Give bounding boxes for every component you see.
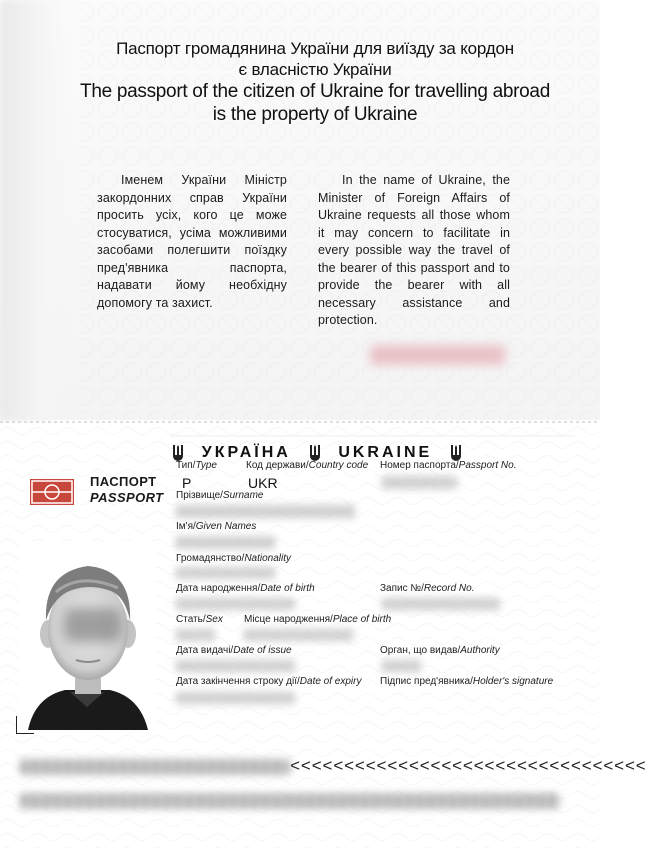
- redacted-sex: [176, 629, 216, 641]
- redacted-given-names: [176, 536, 276, 549]
- label-country-code: Код держави/Country code: [246, 460, 369, 471]
- document-title-ua: ПАСПОРТ: [90, 474, 157, 489]
- redacted-mrz-line-1: [20, 759, 290, 775]
- holder-photo: [20, 542, 155, 730]
- label-passport-no: Номер паспорта/Passport No.: [380, 460, 517, 471]
- label-surname: Прізвище/Surname: [176, 490, 264, 501]
- label-sex: Стать/Sex: [176, 614, 223, 625]
- mrz-filler: <<<<<<<<<<<<<<<<<<<<<<<<<<<<<<<<<: [290, 757, 646, 777]
- title-ua-line2: є власністю України: [238, 60, 392, 79]
- country-name-ua: УКРАЇНА: [201, 444, 291, 461]
- redacted-serial: [370, 345, 505, 365]
- cover-inner-page: [0, 0, 600, 420]
- photo-eyes-blur: [64, 608, 122, 642]
- request-text-en: In the name of Ukraine, the Minister of Foreign Affairs of Ukraine requests all those whom it may concern to facilitate in every possible way the travel of the bearer of this passport and to provide the bearer with all necessary assistance and protection.: [318, 173, 510, 327]
- redacted-nationality: [176, 567, 276, 579]
- mrz-line-2: [20, 790, 560, 812]
- label-date-of-issue: Дата видачі/Date of issue: [176, 645, 292, 656]
- document-title: [90, 474, 164, 506]
- biometric-passport-icon: [30, 479, 74, 505]
- redacted-record-no: [382, 598, 500, 610]
- label-record-no: Запис №/Record No.: [380, 583, 475, 594]
- title-ua-line1: Паспорт громадянина України для виїзду за кордон: [116, 39, 514, 58]
- redacted-mrz-line-2: [20, 793, 560, 809]
- country-name-en: UKRAINE: [338, 444, 433, 461]
- redacted-authority: [382, 660, 422, 672]
- redacted-surname: [176, 505, 356, 518]
- redacted-passport-no: [382, 476, 457, 489]
- data-page: [0, 424, 646, 848]
- label-date-of-birth: Дата народження/Date of birth: [176, 583, 315, 594]
- redacted-place-of-birth: [244, 629, 354, 641]
- label-holder-signature: Підпис пред'явника/Holder's signature: [380, 676, 554, 687]
- label-nationality: Громадянство/Nationality: [176, 553, 292, 564]
- value-country-code: UKR: [248, 475, 278, 491]
- document-title-en: PASSPORT: [90, 490, 164, 505]
- label-type: Тип/Type: [176, 460, 217, 471]
- title-en-line2: is the property of Ukraine: [212, 104, 418, 125]
- label-place-of-birth: Місце народження/Place of birth: [244, 614, 392, 625]
- redacted-date-of-birth: [176, 598, 296, 610]
- mrz-line-1: [20, 756, 646, 778]
- request-text-ua: Іменем України Міністр закордонних справ України просить усіх, кого це може стосуватися, усіма можливими засобами полегшити поїздку пред'явника паспорта, надавати йому необхідну допомогу та захист.: [97, 173, 287, 310]
- label-given-names: Ім'я/Given Names: [176, 521, 257, 532]
- value-type: P: [182, 475, 192, 491]
- title-en-line1: The passport of the citizen of Ukraine for travelling abroad: [80, 81, 550, 102]
- label-date-of-expiry: Дата закінчення строку дії/Date of expiry: [176, 676, 362, 687]
- label-authority: Орган, що видав/Authority: [380, 645, 500, 656]
- redacted-date-of-issue: [176, 660, 296, 672]
- photo-frame-corner: [16, 716, 34, 734]
- cover-header: [60, 38, 570, 126]
- redacted-date-of-expiry: [176, 692, 296, 704]
